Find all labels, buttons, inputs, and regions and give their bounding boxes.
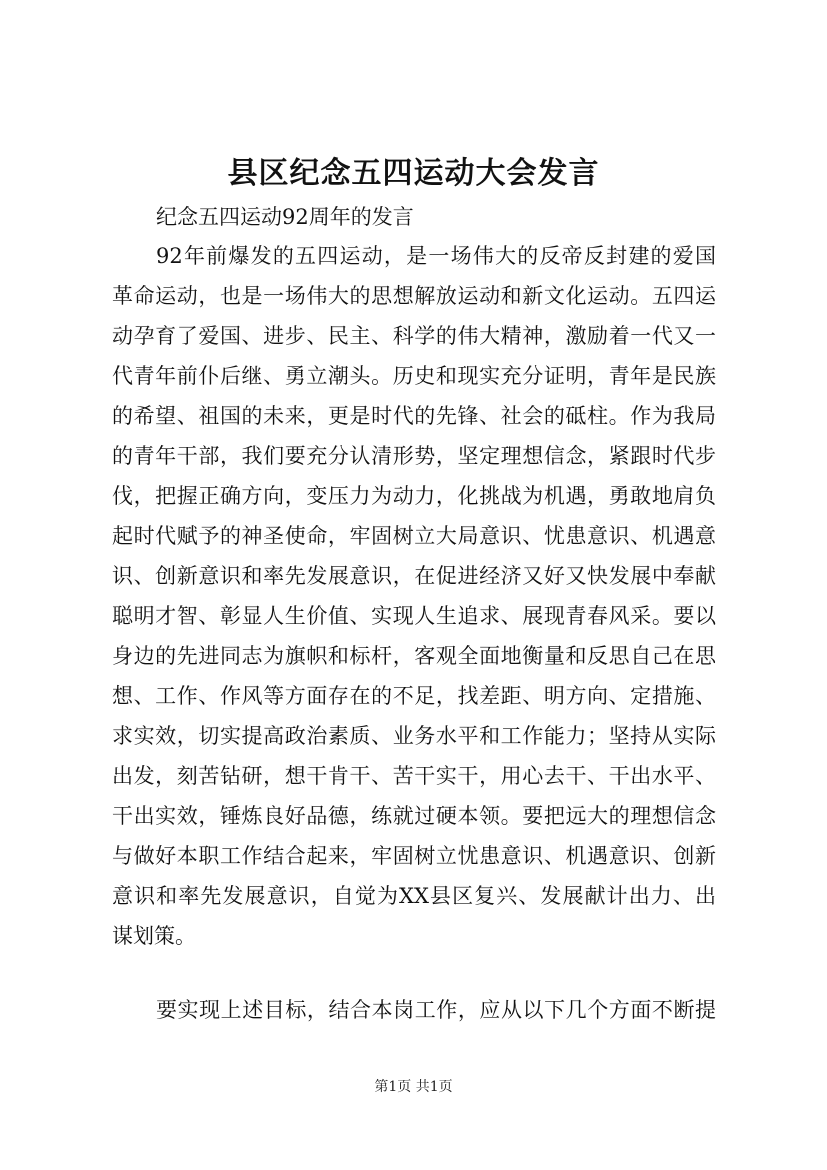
text-line: 与做好本职工作结合起来，牢固树立忧患意识、机遇意识、创新: [112, 844, 716, 868]
text-line: 聪明才智、彰显人生价值、实现人生追求、展现青春风采。要以: [112, 604, 716, 628]
text-line: 代青年前仆后继、勇立潮头。历史和现实充分证明，青年是民族: [112, 364, 716, 388]
text-line: 想、工作、作风等方面存在的不足，找差距、明方向、定措施、: [112, 684, 716, 708]
page-footer: 第1页 共1页: [374, 1079, 453, 1095]
text-line: 伐，把握正确方向，变压力为动力，化挑战为机遇，勇敢地肩负: [112, 484, 716, 508]
document-subtitle: 纪念五四运动92周年的发言: [156, 205, 414, 229]
text-line: 干出实效，锤炼良好品德，练就过硬本领。要把远大的理想信念: [112, 804, 716, 828]
document-title: 县区纪念五四运动大会发言: [227, 156, 600, 191]
text-line: 的希望、祖国的未来，更是时代的先锋、社会的砥柱。作为我局: [112, 404, 716, 428]
text-line: 谋划策。: [112, 924, 196, 948]
paragraph-1: [112, 236, 716, 956]
text-line: 要实现上述目标，结合本岗工作，应从以下几个方面不断提: [156, 998, 716, 1022]
text-line: 出发，刻苦钻研，想干肯干、苦干实干，用心去干、干出水平、: [112, 764, 716, 788]
text-line: 身边的先进同志为旗帜和标杆，客观全面地衡量和反思自己在思: [112, 644, 716, 668]
text-line: 求实效，切实提高政治素质、业务水平和工作能力；坚持从实际: [112, 724, 716, 748]
text-line: 意识和率先发展意识，自觉为XX县区复兴、发展献计出力、出: [112, 884, 716, 908]
text-line: 革命运动，也是一场伟大的思想解放运动和新文化运动。五四运: [112, 284, 716, 308]
text-line: 92年前爆发的五四运动，是一场伟大的反帝反封建的爱国: [156, 244, 716, 268]
text-line: 识、创新意识和率先发展意识，在促进经济又好又快发展中奉献: [112, 564, 716, 588]
text-line: 动孕育了爱国、进步、民主、科学的伟大精神，激励着一代又一: [112, 324, 716, 348]
paragraph-2: [112, 990, 716, 1030]
text-line: 起时代赋予的神圣使命，牢固树立大局意识、忧患意识、机遇意: [112, 524, 716, 548]
text-line: 的青年干部，我们要充分认清形势，坚定理想信念，紧跟时代步: [112, 444, 716, 468]
